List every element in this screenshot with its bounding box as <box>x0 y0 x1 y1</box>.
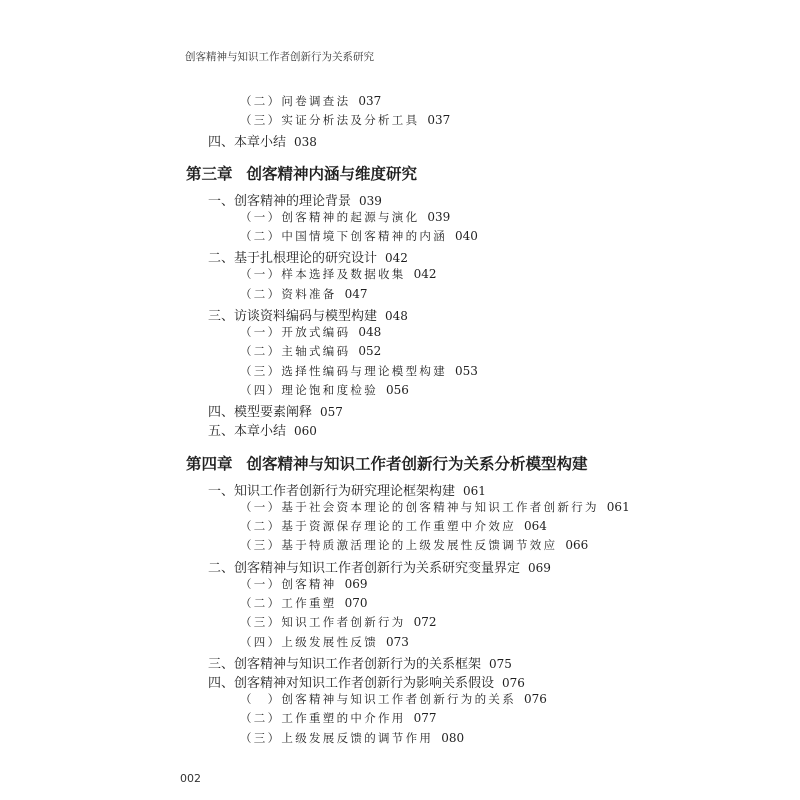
toc-entry-label: （一）样本选择及数据收集 <box>240 267 406 281</box>
toc-entry-label: 四、创客精神对知识工作者创新行为影响关系假设 <box>208 676 495 691</box>
toc-entry-label: （二）问卷调查法 <box>240 94 351 108</box>
toc-entry <box>208 190 382 209</box>
toc-page-number: 042 <box>413 267 437 281</box>
toc-page-number: 069 <box>344 577 368 591</box>
toc-entry <box>208 557 551 576</box>
toc-entry <box>240 576 368 592</box>
toc-entry-label: 一、知识工作者创新行为研究理论框架构建 <box>208 484 456 499</box>
toc-entry-label: （三）知识工作者创新行为 <box>240 615 406 629</box>
toc-page-number: 072 <box>413 615 437 629</box>
toc-page-number: 047 <box>344 287 368 301</box>
toc-entry <box>240 112 450 128</box>
chapter-number: 第三章 <box>186 164 233 183</box>
toc-entry-label: 四、模型要素阐释 <box>208 405 313 420</box>
toc-page-number: 069 <box>528 561 551 575</box>
toc-entry-label: （二）工作重塑的中介作用 <box>240 711 406 725</box>
toc-entry <box>240 614 437 630</box>
chapter-title: 创客精神内涵与维度研究 <box>246 164 418 183</box>
toc-entry-label: （一）创客精神 <box>240 577 337 591</box>
toc-page-number: 053 <box>455 364 478 378</box>
toc-entry <box>240 691 547 707</box>
toc-entry <box>240 634 409 650</box>
toc-entry <box>240 518 547 534</box>
toc-entry-label: （一）基于社会资本理论的创客精神与知识工作者创新行为 <box>240 500 599 514</box>
toc-entry-label: （一）创客精神的起源与演化 <box>240 210 420 224</box>
toc-entry <box>208 401 343 420</box>
toc-entry <box>208 480 486 499</box>
toc-entry <box>240 710 437 726</box>
toc-page-number: 039 <box>359 194 382 208</box>
toc-page-number: 061 <box>463 484 486 498</box>
toc-page-number: 038 <box>294 135 317 149</box>
toc-page-number: 056 <box>386 383 409 397</box>
toc-entry <box>208 131 317 150</box>
running-header: 创客精神与知识工作者创新行为关系研究 <box>185 51 374 63</box>
toc-entry-label: （四）上级发展性反馈 <box>240 635 378 649</box>
toc-page-number: 042 <box>385 251 408 265</box>
toc-entry <box>240 537 588 553</box>
toc-entry-label: （ ）创客精神与知识工作者创新行为的关系 <box>240 692 516 706</box>
toc-page-number: 048 <box>385 309 408 323</box>
chapter-title: 创客精神与知识工作者创新行为关系分析模型构建 <box>246 454 588 473</box>
toc-page-number: 064 <box>524 519 547 533</box>
toc-entry <box>240 209 450 225</box>
toc-entry <box>240 286 368 302</box>
toc-page-number: 039 <box>427 210 451 224</box>
toc-entry-label: （二）主轴式编码 <box>240 344 351 358</box>
toc-entry-label: （二）中国情境下创客精神的内涵 <box>240 229 447 243</box>
toc-entry-label: （三）选择性编码与理论模型构建 <box>240 364 447 378</box>
toc-entry <box>208 247 408 266</box>
toc-page-number: 075 <box>489 657 512 671</box>
toc-entry-label: 五、本章小结 <box>208 424 287 439</box>
toc-entry <box>240 730 464 746</box>
toc-entry <box>240 382 409 398</box>
page-number: 002 <box>180 772 201 785</box>
toc-page-number: 070 <box>344 596 368 610</box>
toc-entry <box>240 324 381 340</box>
toc-page-number: 066 <box>565 538 589 552</box>
toc-page-number: 061 <box>606 500 630 514</box>
toc-page-number: 076 <box>524 692 547 706</box>
toc-entry <box>208 653 512 672</box>
toc-entry-label: 二、创客精神与知识工作者创新行为关系研究变量界定 <box>208 561 521 576</box>
toc-page-number: 052 <box>358 344 382 358</box>
toc-entry-label: 二、基于扎根理论的研究设计 <box>208 251 378 266</box>
toc-entry <box>208 672 525 691</box>
toc-entry-label: （三）基于特质激活理论的上级发展性反馈调节效应 <box>240 538 558 552</box>
toc-entry-label: （二）基于资源保存理论的工作重塑中介效应 <box>240 519 516 533</box>
toc-entry-label: （二）工作重塑 <box>240 596 337 610</box>
toc-entry <box>240 343 381 359</box>
toc-page-number: 073 <box>386 635 409 649</box>
toc-page-number: 040 <box>455 229 478 243</box>
toc-entry <box>240 266 437 282</box>
toc-entry <box>240 595 368 611</box>
toc-entry-label: （一）开放式编码 <box>240 325 351 339</box>
toc-page-number: 057 <box>320 405 343 419</box>
toc-entry-label: 一、创客精神的理论背景 <box>208 194 352 209</box>
toc-page-number: 080 <box>441 731 465 745</box>
toc-entry-label: 三、访谈资料编码与模型构建 <box>208 309 378 324</box>
toc-entry <box>240 228 478 244</box>
toc-entry <box>208 305 408 324</box>
toc-chapter-heading <box>186 162 417 184</box>
chapter-number: 第四章 <box>186 454 233 473</box>
toc-entry-label: 四、本章小结 <box>208 135 287 150</box>
toc-entry-label: （二）资料准备 <box>240 287 337 301</box>
toc-entry-label: 三、创客精神与知识工作者创新行为的关系框架 <box>208 657 482 672</box>
toc-chapter-heading <box>186 452 588 474</box>
toc-entry-label: （三）实证分析法及分析工具 <box>240 113 420 127</box>
toc-page-number: 037 <box>427 113 451 127</box>
toc-page-number: 076 <box>502 676 525 690</box>
toc-page-number: 048 <box>358 325 382 339</box>
toc-entry <box>240 363 478 379</box>
toc-entry-label: （四）理论饱和度检验 <box>240 383 378 397</box>
toc-entry-label: （三）上级发展反馈的调节作用 <box>240 731 434 745</box>
toc-page-number: 077 <box>413 711 437 725</box>
toc-entry <box>240 499 630 515</box>
toc-entry <box>240 93 381 109</box>
toc-page-number: 037 <box>358 94 382 108</box>
toc-entry <box>208 420 317 439</box>
toc-page-number: 060 <box>294 424 317 438</box>
